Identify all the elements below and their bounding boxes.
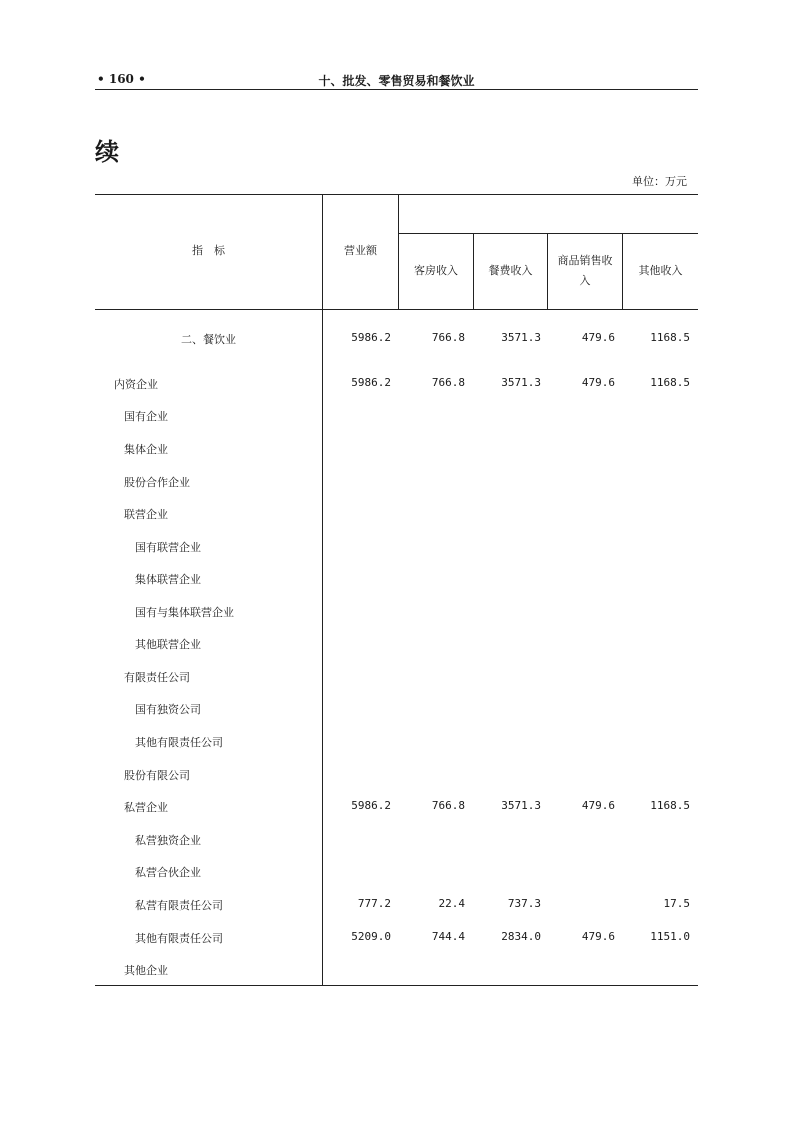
cell-other-income: 1168.5: [650, 376, 690, 389]
cell-room-income: 766.8: [431, 331, 465, 344]
cell-room-income: 744.4: [431, 930, 465, 943]
cell-catering-income: 737.3: [507, 897, 541, 910]
page-number: • 160 •: [97, 72, 146, 86]
header-other-income: 其他收入: [638, 264, 683, 277]
cell-revenue: 5986.2: [351, 799, 391, 812]
row-label: 联营企业: [124, 508, 168, 521]
cell-revenue: 777.2: [357, 897, 391, 910]
row-label: 有限责任公司: [124, 671, 190, 684]
continued-label: 续: [95, 137, 119, 166]
cell-other-income: 1151.0: [650, 930, 690, 943]
row-label: 国有独资公司: [135, 703, 201, 716]
row-label: 二、餐饮业: [181, 333, 236, 346]
indicator-column-divider: [322, 194, 323, 985]
cell-goods-income: 479.6: [581, 930, 615, 943]
row-label: 其他联营企业: [135, 638, 201, 651]
table-header-rule: [95, 309, 698, 310]
row-label: 私营独资企业: [135, 834, 201, 847]
revenue-column-divider: [398, 194, 399, 309]
row-label: 私营企业: [124, 801, 168, 814]
header-revenue: 营业额: [344, 244, 377, 257]
table-top-rule: [95, 194, 698, 195]
cell-catering-income: 2834.0: [501, 930, 541, 943]
cell-room-income: 766.8: [431, 799, 465, 812]
row-label: 国有与集体联营企业: [135, 606, 234, 619]
cell-other-income: 1168.5: [650, 799, 690, 812]
cell-revenue: 5986.2: [351, 376, 391, 389]
unit-label: 单位：万元: [632, 175, 687, 188]
header-rule: [95, 89, 698, 90]
table-bottom-rule: [95, 985, 698, 986]
header-catering-income: 餐费收入: [488, 264, 533, 277]
row-label: 其他有限责任公司: [135, 736, 223, 749]
row-label: 国有企业: [124, 410, 168, 423]
cell-catering-income: 3571.3: [501, 799, 541, 812]
cell-revenue: 5986.2: [351, 331, 391, 344]
cell-goods-income: 479.6: [581, 799, 615, 812]
row-label: 股份有限公司: [124, 769, 190, 782]
row-label: 内资企业: [114, 378, 158, 391]
row-label: 其他有限责任公司: [135, 932, 223, 945]
row-label: 国有联营企业: [135, 541, 201, 554]
cell-other-income: 1168.5: [650, 331, 690, 344]
cell-room-income: 22.4: [438, 897, 465, 910]
catering-column-divider: [547, 233, 548, 309]
header-room-income: 客房收入: [414, 264, 458, 277]
cell-revenue: 5209.0: [351, 930, 391, 943]
header-indicator: 指 标: [192, 244, 225, 257]
cell-catering-income: 3571.3: [501, 376, 541, 389]
row-label: 私营有限责任公司: [135, 899, 223, 912]
cell-goods-income: 479.6: [581, 376, 615, 389]
row-label: 其他企业: [124, 964, 168, 977]
header-goods-income: 商品销售收入: [557, 254, 613, 287]
section-title: 十、批发、零售贸易和餐饮业: [318, 74, 475, 88]
subheader-rule: [398, 233, 698, 234]
row-label: 私营合伙企业: [135, 866, 201, 879]
cell-catering-income: 3571.3: [501, 331, 541, 344]
cell-room-income: 766.8: [431, 376, 465, 389]
row-label: 集体企业: [124, 443, 168, 456]
row-label: 集体联营企业: [135, 573, 201, 586]
cell-goods-income: 479.6: [581, 331, 615, 344]
cell-other-income: 17.5: [663, 897, 690, 910]
row-label: 股份合作企业: [124, 476, 190, 489]
